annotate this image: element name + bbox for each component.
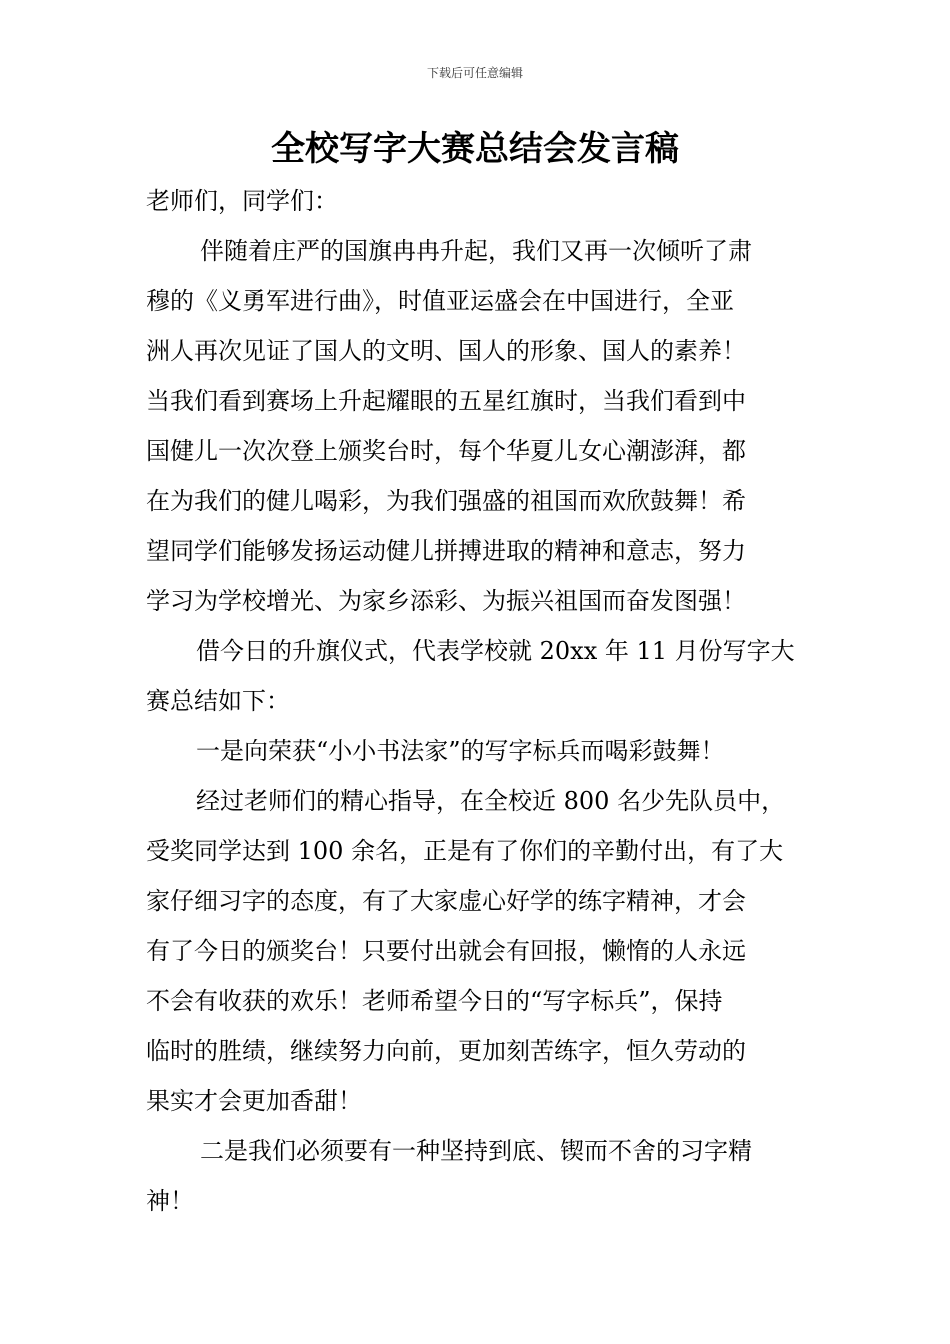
document-body: [146, 176, 814, 1226]
paragraph-line: 伴随着庄严的国旗冉冉升起，我们又再一次倾听了肃: [200, 237, 752, 265]
paragraph-line: 当我们看到赛场上升起耀眼的五星红旗时，当我们看到中: [146, 387, 746, 415]
paragraph-line: 二是我们必须要有一种坚持到底、锲而不舍的习字精: [200, 1137, 752, 1165]
paragraph-line: 穆的《义勇军进行曲》，时值亚运盛会在中国进行，全亚: [146, 287, 734, 315]
paragraph-line: 经过老师们的精心指导，在全校近 800 名少先队员中，: [196, 787, 786, 815]
paragraph-line: 不会有收获的欢乐！老师希望今日的“写字标兵”，保持: [146, 987, 723, 1015]
paragraph-line: 在为我们的健儿喝彩，为我们强盛的祖国而欢欣鼓舞！希: [146, 487, 746, 515]
salutation: 老师们，同学们：: [146, 187, 338, 215]
paragraph-line: 望同学们能够发扬运动健儿拼搏进取的精神和意志，努力: [146, 537, 746, 565]
paragraph-line: 洲人再次见证了国人的文明、国人的形象、国人的素养！: [146, 337, 746, 365]
paragraph-line: 果实才会更加香甜！: [146, 1087, 362, 1115]
paragraph-line: 一是向荣获“小小书法家”的写字标兵而喝彩鼓舞！: [196, 737, 725, 765]
document-title: 全校写字大赛总结会发言稿: [271, 129, 679, 169]
paragraph-line: 受奖同学达到 100 余名，正是有了你们的辛勤付出，有了大: [146, 837, 784, 865]
paragraph-line: 有了今日的颁奖台！只要付出就会有回报，懒惰的人永远: [146, 937, 746, 965]
paragraph-line: 赛总结如下：: [146, 687, 290, 715]
paragraph-line: 国健儿一次次登上颁奖台时，每个华夏儿女心潮澎湃，都: [146, 437, 746, 465]
paragraph-line: 家仔细习字的态度，有了大家虚心好学的练字精神，才会: [146, 887, 746, 915]
paragraph-line: 借今日的升旗仪式，代表学校就 20xx 年 11 月份写字大: [196, 637, 795, 665]
paragraph-line: 学习为学校增光、为家乡添彩、为振兴祖国而奋发图强！: [146, 587, 746, 615]
header-note: 下载后可任意编辑: [426, 66, 523, 80]
paragraph-line: 神！: [146, 1187, 194, 1215]
paragraph-line: 临时的胜绩，继续努力向前，更加刻苦练字，恒久劳动的: [146, 1037, 746, 1065]
